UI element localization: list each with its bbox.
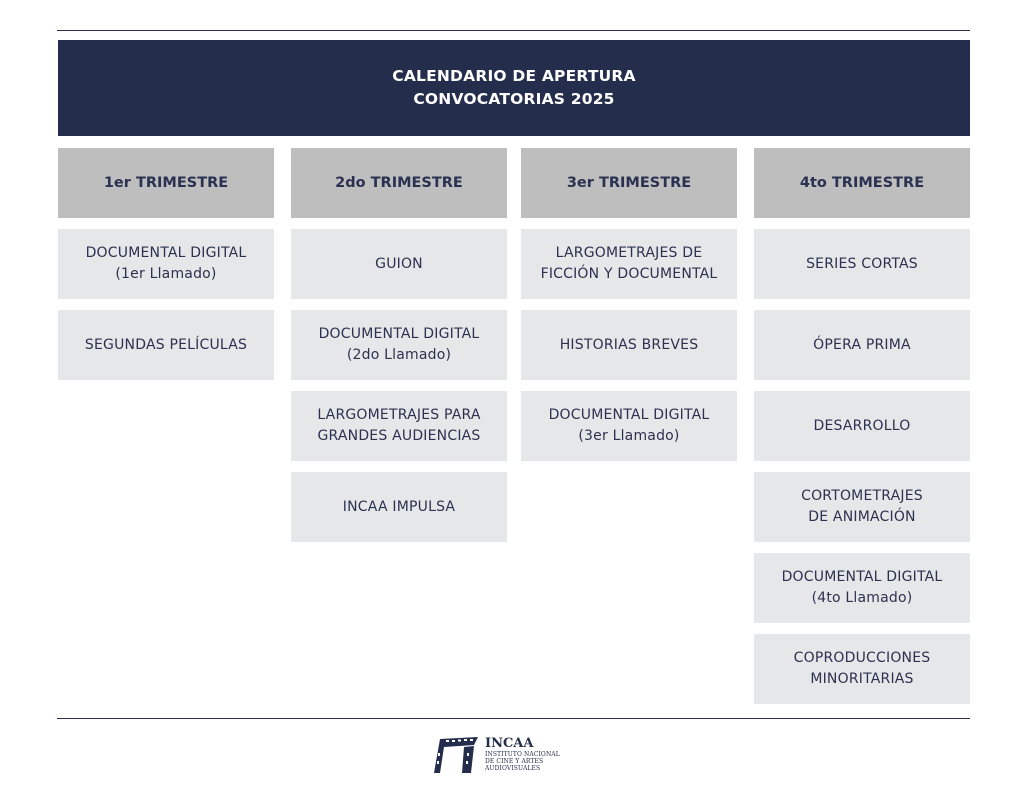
call-item: LARGOMETRAJES DE FICCIÓN Y DOCUMENTAL [521, 229, 737, 299]
call-item: DESARROLLO [754, 391, 970, 461]
call-item: GUION [291, 229, 507, 299]
call-item: DOCUMENTAL DIGITAL (4to Llamado) [754, 553, 970, 623]
quarter-header-1: 1er TRIMESTRE [58, 148, 274, 218]
film-strip-logo-icon [434, 733, 480, 775]
logo-title: INCAA [485, 735, 534, 751]
bottom-divider [57, 718, 970, 719]
call-item: CORTOMETRAJES DE ANIMACIÓN [754, 472, 970, 542]
quarter-column-3 [521, 148, 737, 472]
page-title [58, 40, 970, 136]
quarter-column-4 [754, 148, 970, 715]
title-line-1: CALENDARIO DE APERTURA [392, 67, 636, 85]
call-item: DOCUMENTAL DIGITAL (2do Llamado) [291, 310, 507, 380]
quarter-column-1 [58, 148, 274, 391]
top-divider [57, 30, 970, 31]
call-item: COPRODUCCIONES MINORITARIAS [754, 634, 970, 704]
logo-subtitle: INSTITUTO NACIONAL DE CINE Y ARTES AUDIOVISUALES [485, 750, 560, 772]
incaa-logo [434, 733, 560, 775]
call-item: HISTORIAS BREVES [521, 310, 737, 380]
call-item: DOCUMENTAL DIGITAL (1er Llamado) [58, 229, 274, 299]
quarter-header-4: 4to TRIMESTRE [754, 148, 970, 218]
quarter-column-2 [291, 148, 507, 553]
title-line-2: CONVOCATORIAS 2025 [413, 90, 615, 108]
call-item: ÓPERA PRIMA [754, 310, 970, 380]
call-item: INCAA IMPULSA [291, 472, 507, 542]
call-item: DOCUMENTAL DIGITAL (3er Llamado) [521, 391, 737, 461]
quarter-header-2: 2do TRIMESTRE [291, 148, 507, 218]
call-item: SERIES CORTAS [754, 229, 970, 299]
quarter-header-3: 3er TRIMESTRE [521, 148, 737, 218]
call-item: SEGUNDAS PELÍCULAS [58, 310, 274, 380]
call-item: LARGOMETRAJES PARA GRANDES AUDIENCIAS [291, 391, 507, 461]
